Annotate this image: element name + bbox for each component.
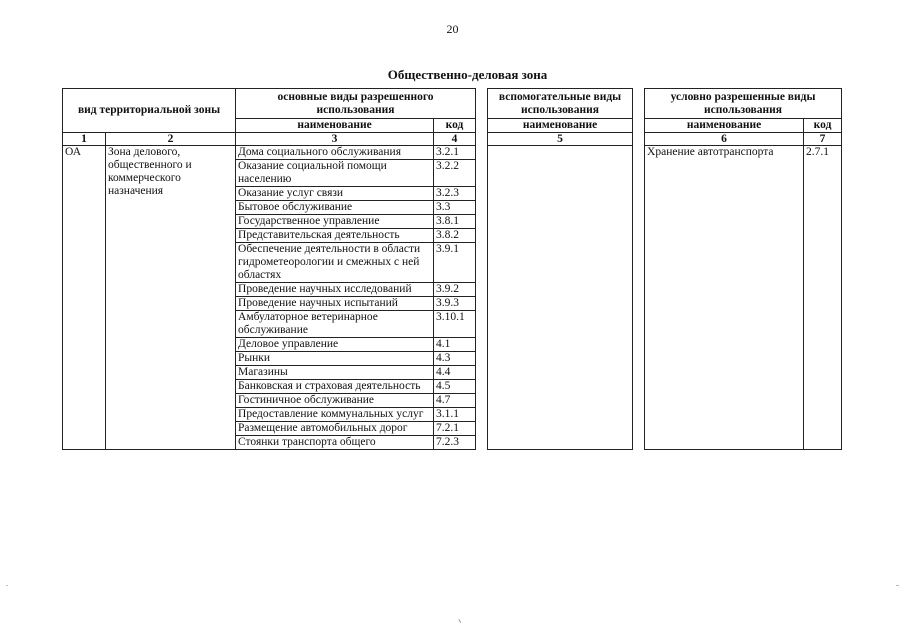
column-gap xyxy=(476,133,488,146)
column-gap xyxy=(476,146,488,450)
main-use-code: 3.2.2 xyxy=(434,160,476,187)
column-gap xyxy=(633,133,645,146)
column-gap xyxy=(633,146,645,450)
column-number: 1 xyxy=(63,133,106,146)
main-use-code: 3.2.3 xyxy=(434,187,476,201)
table-row xyxy=(63,146,842,160)
column-gap xyxy=(476,119,488,133)
main-use-code: 4.5 xyxy=(434,380,476,394)
main-use-code: 3.9.2 xyxy=(434,283,476,297)
zone-name-cell: Зона делового, общественного и коммерческого назначения xyxy=(106,146,236,450)
column-number: 5 xyxy=(488,133,633,146)
column-number: 4 xyxy=(434,133,476,146)
main-use-code: 7.2.3 xyxy=(434,436,476,450)
conditional-use-name: Хранение автотранспорта xyxy=(645,146,804,450)
main-use-name: Оказание социальной помощи населению xyxy=(236,160,434,187)
main-use-name: Размещение автомобильных дорог xyxy=(236,422,434,436)
page-number: 20 xyxy=(446,22,459,36)
header-aux-uses: вспомогательные виды использования xyxy=(488,89,633,119)
zoning-table xyxy=(62,88,842,450)
main-use-name: Гостиничное обслуживание xyxy=(236,394,434,408)
main-use-code: 4.7 xyxy=(434,394,476,408)
scan-artifact xyxy=(896,585,899,586)
header-conditional-uses: условно разрешенные виды использования xyxy=(645,89,842,119)
main-use-code: 3.3 xyxy=(434,201,476,215)
column-gap xyxy=(476,89,488,119)
column-number: 2 xyxy=(106,133,236,146)
main-use-code: 3.9.1 xyxy=(434,243,476,283)
zone-code-cell: ОА xyxy=(63,146,106,450)
main-use-name: Представительская деятельность xyxy=(236,229,434,243)
main-use-name: Проведение научных испытаний xyxy=(236,297,434,311)
main-use-name: Амбулаторное ветеринарное обслуживание xyxy=(236,311,434,338)
header-main-name: наименование xyxy=(236,119,434,133)
scan-artifact xyxy=(6,585,8,586)
main-use-name: Предоставление коммунальных услуг xyxy=(236,408,434,422)
header-main-code: код xyxy=(434,119,476,133)
main-use-name: Банковская и страховая деятельность xyxy=(236,380,434,394)
main-use-code: 7.2.1 xyxy=(434,422,476,436)
column-number: 3 xyxy=(236,133,434,146)
main-use-code: 3.8.2 xyxy=(434,229,476,243)
header-cond-code: код xyxy=(804,119,842,133)
header-cond-name: наименование xyxy=(645,119,804,133)
header-zone-type: вид территориальной зоны xyxy=(63,89,236,133)
column-gap xyxy=(633,89,645,119)
main-use-code: 3.8.1 xyxy=(434,215,476,229)
main-use-name: Стоянки транспорта общего xyxy=(236,436,434,450)
main-use-name: Магазины xyxy=(236,366,434,380)
main-use-code: 3.2.1 xyxy=(434,146,476,160)
main-use-code: 4.1 xyxy=(434,338,476,352)
conditional-use-code: 2.7.1 xyxy=(804,146,842,450)
main-use-code: 3.1.1 xyxy=(434,408,476,422)
column-gap xyxy=(633,119,645,133)
main-use-name: Государственное управление xyxy=(236,215,434,229)
header-aux-name: наименование xyxy=(488,119,633,133)
main-use-code: 3.9.3 xyxy=(434,297,476,311)
column-number: 7 xyxy=(804,133,842,146)
main-use-name: Проведение научных исследований xyxy=(236,283,434,297)
page-title: Общественно-деловая зона xyxy=(387,67,548,82)
main-use-name: Оказание услуг связи xyxy=(236,187,434,201)
main-use-name: Бытовое обслуживание xyxy=(236,201,434,215)
column-number: 6 xyxy=(645,133,804,146)
main-use-name: Обеспечение деятельности в области гидрометеорологии и смежных с ней областях xyxy=(236,243,434,283)
main-use-name: Рынки xyxy=(236,352,434,366)
main-use-name: Деловое управление xyxy=(236,338,434,352)
main-use-code: 3.10.1 xyxy=(434,311,476,338)
aux-uses-cell xyxy=(488,146,633,450)
main-use-name: Дома социального обслуживания xyxy=(236,146,434,160)
main-use-code: 4.3 xyxy=(434,352,476,366)
scan-artifact xyxy=(458,617,464,623)
header-main-uses: основные виды разрешенного использования xyxy=(236,89,476,119)
main-use-code: 4.4 xyxy=(434,366,476,380)
